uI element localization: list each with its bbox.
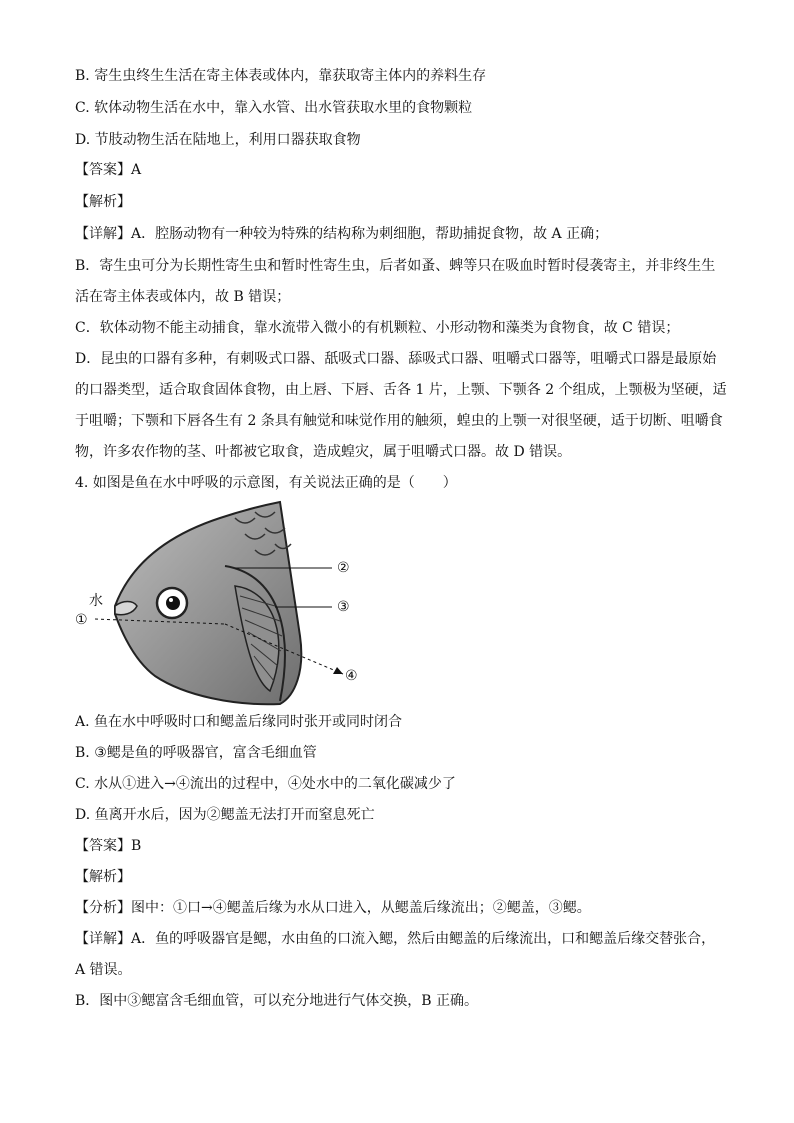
analysis-line-q4: 【分析】图中：①口→④鳃盖后缘为水从口进入，从鳃盖后缘流出；②鳃盖，③鳃。 [75, 900, 591, 916]
answer-line-q4: 【答案】B [75, 838, 142, 854]
detail-b-line-1: B．寄生虫可分为长期性寄生虫和暂时性寄生虫，后者如蚤、蜱等只在吸血时暂时侵袭寄主，并非终生生 [75, 258, 716, 274]
detail-a-line-q4-2: A 错误。 [75, 962, 132, 978]
fish-head-illustration [75, 496, 375, 708]
option-d-line: D. 节肢动物生活在陆地上，利用口器获取食物 [75, 132, 361, 148]
option-a-line: A. 鱼在水中呼吸时口和鳃盖后缘同时张开或同时闭合 [75, 714, 403, 730]
label-3-gill: ③ [337, 599, 350, 615]
water-label: 水 [89, 593, 103, 609]
label-1-mouth: ① [75, 612, 88, 628]
option-b-line: B. 寄生虫终生生活在寄主体表或体内，靠获取寄主体内的养料生存 [75, 68, 487, 84]
option-b-line-q4: B. ③鳃是鱼的呼吸器官，富含毛细血管 [75, 745, 317, 761]
analysis-heading: 【解析】 [75, 194, 131, 210]
detail-b-line-2: 活在寄主体表或体内，故 B 错误； [75, 289, 291, 305]
option-d-line-q4: D. 鱼离开水后，因为②鳃盖无法打开而窒息死亡 [75, 807, 375, 823]
analysis-heading-q4: 【解析】 [75, 869, 131, 885]
option-c-line-q4: C. 水从①进入→④流出的过程中，④处水中的二氧化碳减少了 [75, 776, 456, 792]
question-4-stem: 4. 如图是鱼在水中呼吸的示意图，有关说法正确的是（ ） [75, 475, 457, 491]
detail-d-line-3: 于咀嚼；下颚和下唇各生有 2 条具有触觉和味觉作用的触须，蝗虫的上颚一对很坚硬，适于切断、咀嚼食 [75, 413, 723, 429]
fish-respiration-figure [75, 496, 375, 708]
detail-a-line-q4-1: 【详解】A．鱼的呼吸器官是鳃，水由鱼的口流入鳃，然后由鳃盖的后缘流出，口和鳃盖后缘交替张合， [75, 931, 716, 947]
option-c-line: C. 软体动物生活在水中，靠入水管、出水管获取水里的食物颗粒 [75, 100, 473, 116]
detail-a-line: 【详解】A．腔肠动物有一种较为特殊的结构称为刺细胞，帮助捕捉食物，故 A 正确； [75, 226, 609, 242]
detail-d-line-1: D．昆虫的口器有多种，有刺吸式口器、舐吸式口器、舔吸式口器、咀嚼式口器等，咀嚼式口器是最原始 [75, 351, 717, 367]
answer-line: 【答案】A [75, 162, 142, 178]
detail-c-line: C．软体动物不能主动捕食，靠水流带入微小的有机颗粒、小形动物和藻类为食物食，故 C 错误； [75, 320, 680, 336]
label-2-operculum: ② [337, 560, 350, 576]
detail-d-line-2: 的口器类型，适合取食固体食物，由上唇、下唇、舌各 1 片，上颚、下颚各 2 个组成，上颚极为坚硬，适 [75, 382, 727, 398]
detail-d-line-4: 物，许多农作物的茎、叶都被它取食，造成蝗灾，属于咀嚼式口器。故 D 错误。 [75, 444, 572, 460]
detail-b-line-q4: B．图中③鳃富含毛细血管，可以充分地进行气体交换，B 正确。 [75, 993, 479, 1009]
label-4-opercular-opening: ④ [345, 668, 358, 684]
